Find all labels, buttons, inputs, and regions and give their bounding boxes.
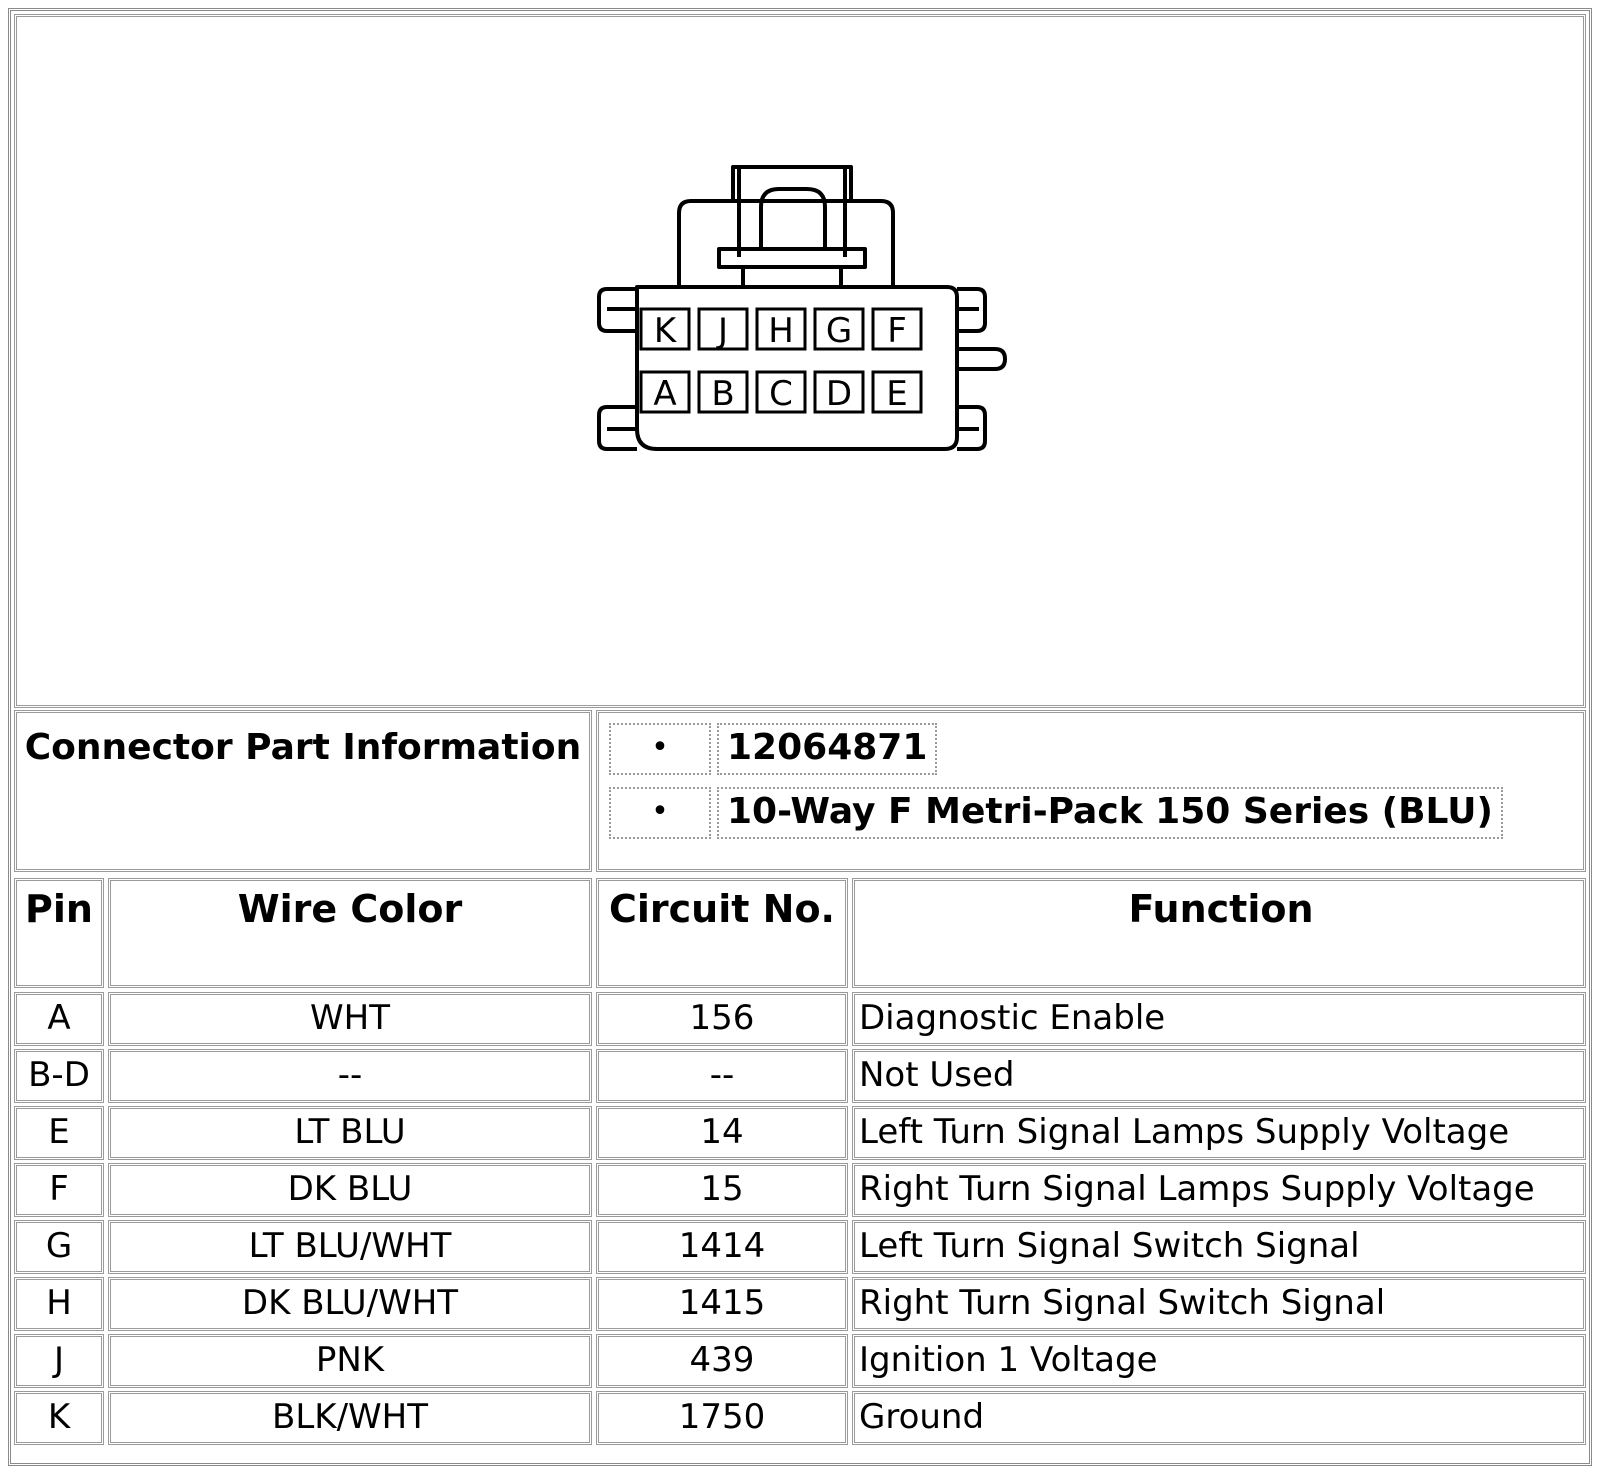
part-number: 12064871 — [717, 723, 937, 775]
cell-pin: K — [14, 1391, 104, 1445]
connector-key — [957, 349, 1005, 369]
connector-info-values-cell — [596, 710, 1586, 872]
connector-face-diagram — [17, 17, 1583, 705]
connector-diagram-panel — [14, 14, 1586, 708]
pin-cavity-label: E — [886, 374, 908, 414]
cell-function: Not Used — [852, 1049, 1586, 1103]
cell-function: Ignition 1 Voltage — [852, 1334, 1586, 1388]
cell-function: Right Turn Signal Lamps Supply Voltage — [852, 1163, 1586, 1217]
pin-cavity-label: D — [825, 374, 853, 414]
header-function: Function — [852, 878, 1586, 988]
cell-function: Left Turn Signal Switch Signal — [852, 1220, 1586, 1274]
cell-circuit-no: 15 — [596, 1163, 848, 1217]
header-circuit-no: Circuit No. — [596, 878, 848, 988]
pin-cavity-label: J — [717, 311, 729, 351]
connector-description: 10-Way F Metri-Pack 150 Series (BLU) — [717, 787, 1503, 839]
header-pin: Pin — [14, 878, 104, 988]
cell-function: Ground — [852, 1391, 1586, 1445]
cell-wire-color: DK BLU — [108, 1163, 592, 1217]
cell-pin: J — [14, 1334, 104, 1388]
cell-pin: B-D — [14, 1049, 104, 1103]
connector-latch-slot — [761, 189, 825, 249]
cell-pin: A — [14, 992, 104, 1046]
cell-pin: G — [14, 1220, 104, 1274]
connector-info-label: Connector Part Information — [24, 727, 582, 768]
pin-cavity-label: C — [769, 374, 793, 414]
cell-circuit-no: 14 — [596, 1106, 848, 1160]
connector-info-label-cell — [14, 710, 592, 872]
cell-wire-color: BLK/WHT — [108, 1391, 592, 1445]
cell-circuit-no: 1415 — [596, 1277, 848, 1331]
cell-pin: F — [14, 1163, 104, 1217]
cell-pin: H — [14, 1277, 104, 1331]
cell-circuit-no: 1414 — [596, 1220, 848, 1274]
cell-wire-color: -- — [108, 1049, 592, 1103]
cell-function: Right Turn Signal Switch Signal — [852, 1277, 1586, 1331]
bullet-marker: • — [609, 723, 711, 775]
pin-cavity-label: F — [887, 311, 907, 351]
pin-cavity-label: A — [653, 374, 677, 414]
cell-wire-color: DK BLU/WHT — [108, 1277, 592, 1331]
cell-wire-color: LT BLU — [108, 1106, 592, 1160]
connector-body — [637, 287, 957, 449]
bullet-marker: • — [609, 787, 711, 839]
cell-circuit-no: 439 — [596, 1334, 848, 1388]
cell-circuit-no: -- — [596, 1049, 848, 1103]
pin-cavity-label: G — [825, 311, 853, 351]
cell-pin: E — [14, 1106, 104, 1160]
cell-function: Left Turn Signal Lamps Supply Voltage — [852, 1106, 1586, 1160]
cell-wire-color: LT BLU/WHT — [108, 1220, 592, 1274]
cell-wire-color: WHT — [108, 992, 592, 1046]
cell-function: Diagnostic Enable — [852, 992, 1586, 1046]
connector-housing-top — [679, 201, 893, 287]
cell-circuit-no: 1750 — [596, 1391, 848, 1445]
connector-latch — [733, 167, 851, 201]
pin-cavity-label: K — [653, 311, 677, 351]
cell-circuit-no: 156 — [596, 992, 848, 1046]
pin-cavity-label: B — [711, 374, 735, 414]
pin-cavity-label: H — [768, 311, 794, 351]
header-wire-color: Wire Color — [108, 878, 592, 988]
cell-wire-color: PNK — [108, 1334, 592, 1388]
